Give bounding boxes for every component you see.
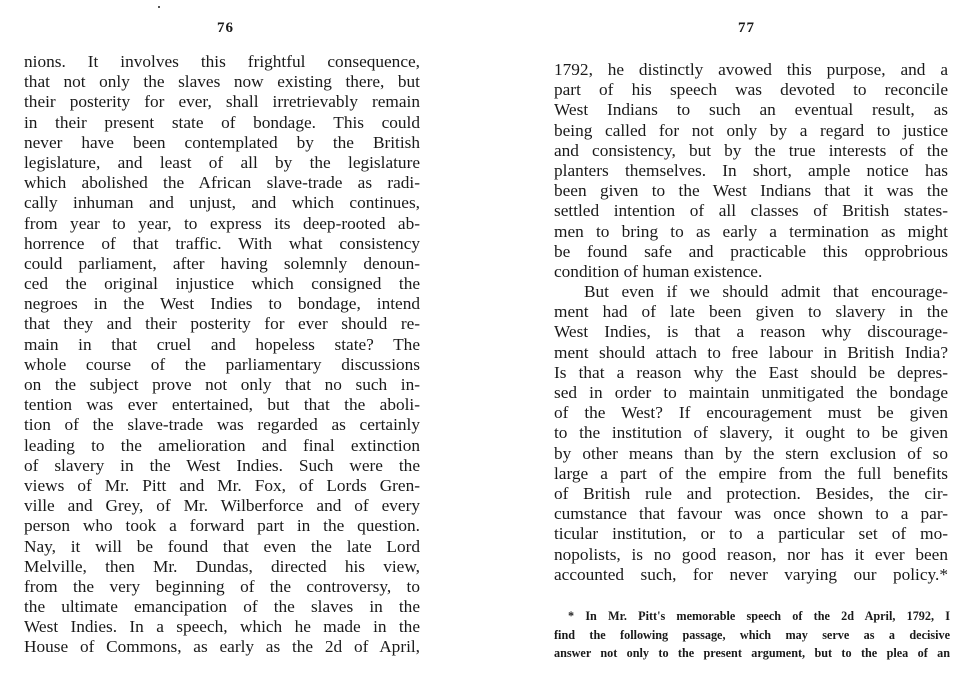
text-line: 1792, he distinctly avowed this purpose, and a: [554, 60, 948, 79]
text-line: planters themselves. In short, ample notice has: [554, 160, 948, 180]
text-line: been given to the West Indians that it was the: [554, 181, 948, 201]
text-line: that they and their posterity for ever should re-: [24, 314, 420, 334]
text-line: leading to the amelioration and final extinction: [24, 435, 420, 455]
text-line: ticular institution, or to a particular set of mo-: [554, 524, 948, 544]
footnote-line: * In Mr. Pitt's memorable speech of the 2d April, 1792, I: [568, 609, 950, 623]
text-line: West Indians to such an eventual result, as: [554, 100, 948, 120]
text-line: ment had of late been given to slavery in the: [554, 302, 948, 322]
text-line: ville and Grey, of Mr. Wilberforce and of every: [24, 496, 420, 516]
text-line: person who took a forward part in the question.: [24, 516, 420, 536]
page-number: 76: [217, 20, 234, 36]
text-line: Melville, then Mr. Dundas, directed his view,: [24, 556, 420, 576]
text-line: nions. It involves this frightful consequence,: [24, 52, 420, 71]
text-line: in their present state of bondage. This could: [24, 112, 420, 132]
text-line: tention was ever entertained, but that the aboli-: [24, 395, 420, 415]
text-line: by other means than by the stern exclusion of so: [554, 443, 948, 463]
text-line: of slavery in the West Indies. Such were the: [24, 455, 420, 475]
text-line: of the West? If encouragement must be given: [554, 403, 948, 423]
right-page-body: [554, 60, 948, 585]
left-page: [0, 0, 480, 681]
footnote-line: find the following passage, which may serve as a decisive: [554, 627, 950, 642]
text-line: main in that cruel and hopeless state? The: [24, 334, 420, 354]
text-line: views of Mr. Pitt and Mr. Fox, of Lords Gren-: [24, 475, 420, 495]
left-page-body: [24, 52, 420, 658]
text-line: nopolists, is no good reason, nor has it ever been: [554, 544, 948, 564]
text-line: to the institution of slavery, it ought to be given: [554, 423, 948, 443]
text-line: never have been contemplated by the British: [24, 132, 420, 152]
footnote: [554, 607, 950, 663]
right-page: [490, 0, 980, 681]
text-line: West Indies, is that a reason why discourage-: [554, 322, 948, 342]
text-line: part of his speech was devoted to reconcile: [554, 80, 948, 100]
text-line: tion of the slave-trade was regarded as certainly: [24, 415, 420, 435]
page-number: 77: [738, 20, 755, 36]
text-line: that not only the slaves now existing there, but: [24, 72, 420, 92]
text-line: being called for not only by a regard to justice: [554, 120, 948, 140]
text-line: settled intention of all classes of British states-: [554, 201, 948, 221]
text-line: horrence of that traffic. With what consistency: [24, 233, 420, 253]
text-line: Nay, it will be found that even the late Lord: [24, 536, 420, 556]
text-line: ment should attach to free labour in British India?: [554, 342, 948, 362]
text-line: from the very beginning of the controversy, to: [24, 576, 420, 596]
text-line: be found safe and practicable this opprobrious: [554, 241, 948, 261]
footnote-line: answer not only to the present argument, but to the plea of an: [554, 646, 950, 660]
text-line: sed in order to maintain unmitigated the bondage: [554, 383, 948, 402]
text-line: condition of human existence.: [554, 261, 763, 281]
text-line: But even if we should admit that encourage-: [584, 282, 948, 302]
text-line: and consistency, but by the true interests of the: [554, 140, 948, 160]
text-line: which abolished the African slave-trade as radi-: [24, 173, 420, 193]
text-line: large a part of the empire from the full benefits: [554, 463, 948, 483]
text-line: West Indies. In a speech, which he made in the: [24, 617, 420, 637]
text-line: Is that a reason why the East should be depres-: [554, 362, 948, 382]
text-line: of British rule and protection. Besides, the cir-: [554, 483, 948, 503]
text-line: ced the original injustice which consigned the: [24, 274, 420, 294]
text-line: from year to year, to express its deep-rooted ab-: [24, 213, 420, 233]
text-line: men to bring to as early a termination as might: [554, 221, 948, 241]
text-line: negroes in the West Indies to bondage, intend: [24, 294, 420, 314]
text-line: the ultimate emancipation of the slaves in the: [24, 597, 420, 617]
text-line: on the subject prove not only that no such in-: [24, 375, 420, 394]
text-line: could parliament, after having solemnly denoun-: [24, 253, 420, 273]
text-line: whole course of the parliamentary discussions: [24, 354, 420, 374]
text-line: their posterity for ever, shall irretrievably remain: [24, 92, 420, 112]
text-line: legislature, and least of all by the legislature: [24, 152, 420, 172]
text-line: accounted such, for never varying our policy.*: [554, 564, 948, 584]
text-line: cumstance that favour was once shown to a par-: [554, 504, 948, 524]
text-line: House of Commons, as early as the 2d of April,: [24, 637, 420, 657]
text-line: cally inhuman and unjust, and which continues,: [24, 193, 420, 213]
